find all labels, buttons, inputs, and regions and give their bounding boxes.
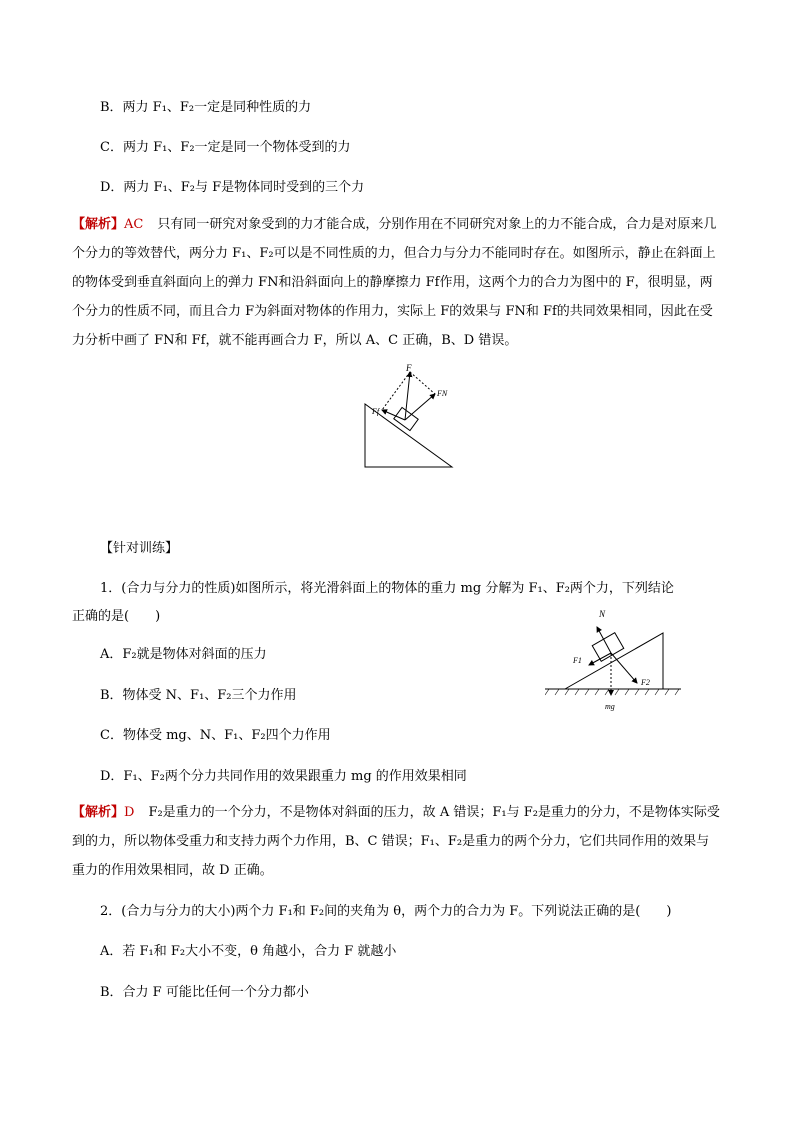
label-n: N [599,609,606,619]
q2-option-a: A．若 F₁和 F₂大小不变，θ 角越小，合力 F 就越小 [100,944,397,959]
analysis2-label: 【解析】 [72,805,125,820]
q1-option-b: B．物体受 N、F₁、F₂三个力作用 [100,688,297,703]
analysis2-answer: D [124,805,135,820]
label-ff: Ff [372,407,380,416]
option-c-top: C．两力 F₁、F₂一定是同一个物体受到的力 [100,140,351,155]
q1-option-a: A．F₂就是物体对斜面的压力 [100,647,267,662]
analysis2-text: F₂是重力的一个分力，不是物体对斜面的压力，故 A 错误；F₁与 F₂是重力的分力，不是物体实际受到的力，所以物体受重力和支持力两个力作用，B、C 错误；F₁、F₂是重力的两个分力，它们共同作用的效果与重力的作用效果相同，故 D 正确。 [72,805,720,878]
q1-stem-line1: 1．(合力与分力的性质)如图所示，将光滑斜面上的物体的重力 mg 分解为 F₁、F₂两个力，下列结论 [100,581,674,596]
analysis-2 [72,798,722,885]
q2-stem: 2．(合力与分力的大小)两个力 F₁和 F₂间的夹角为 θ，两个力的合力为 F。下列说法正确的是( ) [100,904,672,919]
label-f: F [406,363,412,373]
option-b-top: B．两力 F₁、F₂一定是同种性质的力 [100,100,312,115]
label-fn: FN [437,389,448,398]
q1-option-d: D．F₁、F₂两个分力共同作用的效果跟重力 mg 的作用效果相同 [100,769,467,784]
q1-option-c: C．物体受 mg、N、F₁、F₂四个力作用 [100,728,331,743]
label-mg: mg [605,702,615,711]
gravity-decomposition-figure [545,603,685,713]
q1-stem-line2: 正确的是( ) [72,609,161,624]
analysis-answer: AC [124,217,144,232]
section-title: 【针对训练】 [100,541,179,556]
label-f2: F2 [641,678,650,687]
label-f1: F1 [573,656,582,665]
option-d-top: D．两力 F₁、F₂与 F是物体同时受到的三个力 [100,180,365,195]
analysis-1 [72,210,722,355]
analysis-text: 只有同一研究对象受到的力才能合成，分别作用在不同研究对象上的力不能合成，合力是对原来几个分力的等效替代，两分力 F₁、F₂可以是不同性质的力，但合力与分力不能同时存在。如图所示，静止在斜面上的物体受到垂直斜面向上的弹力 FN和沿斜面向上的静摩擦力 Ff作用，这两个力的合力为图中的 F，很明显，两个分力的性质不同，而且合力 F为斜面对物体的作用力，实际上 F的效果与 FN和 Ff的共同效果相同，因此在受力分析中画了 FN和 Ff，就不能再画合力 F，所以 A、C 正确，B、D 错误。 [72,217,717,348]
q2-option-b: B．合力 F 可能比任何一个分力都小 [100,985,309,1000]
analysis-label: 【解析】 [72,217,125,232]
incline-force-figure [360,362,470,472]
